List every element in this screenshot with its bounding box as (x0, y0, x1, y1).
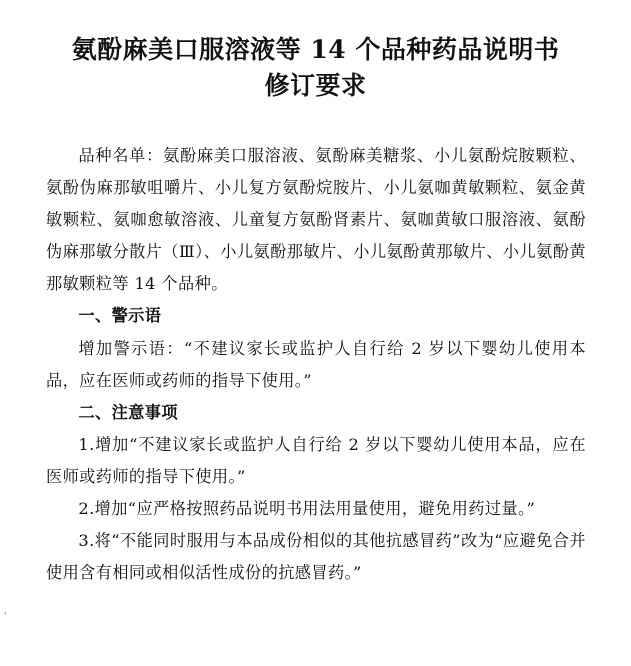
precaution-item-2: 2.增加“应严格按照药品说明书用法用量使用，避免用药过量。” (78, 499, 536, 519)
precaution-item-1: 1.增加“不建议家长或监护人自行给 2 岁以下婴幼儿使用本品，应在医师或药师的指导下使用。” (46, 434, 586, 486)
document-title-line-1: 氨酚麻美口服溶液等 14 个品种药品说明书 (71, 35, 560, 64)
document-title-line-2: 修订要求 (264, 71, 367, 100)
warning-paragraph: 增加警示语：“不建议家长或监护人自行给 2 岁以下婴幼儿使用本品，应在医师或药师的指导下使用。” (46, 338, 586, 390)
variety-list-paragraph: 品种名单：氨酚麻美口服溶液、氨酚麻美糖浆、小儿氨酚烷胺颗粒、氨酚伪麻那敏咀嚼片、小儿复方氨酚烷胺片、小儿氨咖黄敏颗粒、氨金黄敏颗粒、氨咖愈敏溶液、儿童复方氨酚肾素片、氨咖黄敏口服溶液、氨酚伪麻那敏分散片（Ⅲ）、小儿氨酚那敏片、小儿氨酚黄那敏片、小儿氨酚黄那敏颗粒等 14 个品种。 (46, 146, 586, 294)
precaution-item-3: 3.将“不能同时服用与本品成份相似的其他抗感冒药”改为“应避免合并使用含有相同或相似活性成份的抗感冒药。” (46, 531, 586, 583)
document-body (46, 140, 586, 589)
section-heading-precautions: 二、注意事项 (78, 402, 178, 422)
section-heading-warning: 一、警示语 (78, 306, 162, 326)
margin-mark: ' (4, 612, 7, 622)
